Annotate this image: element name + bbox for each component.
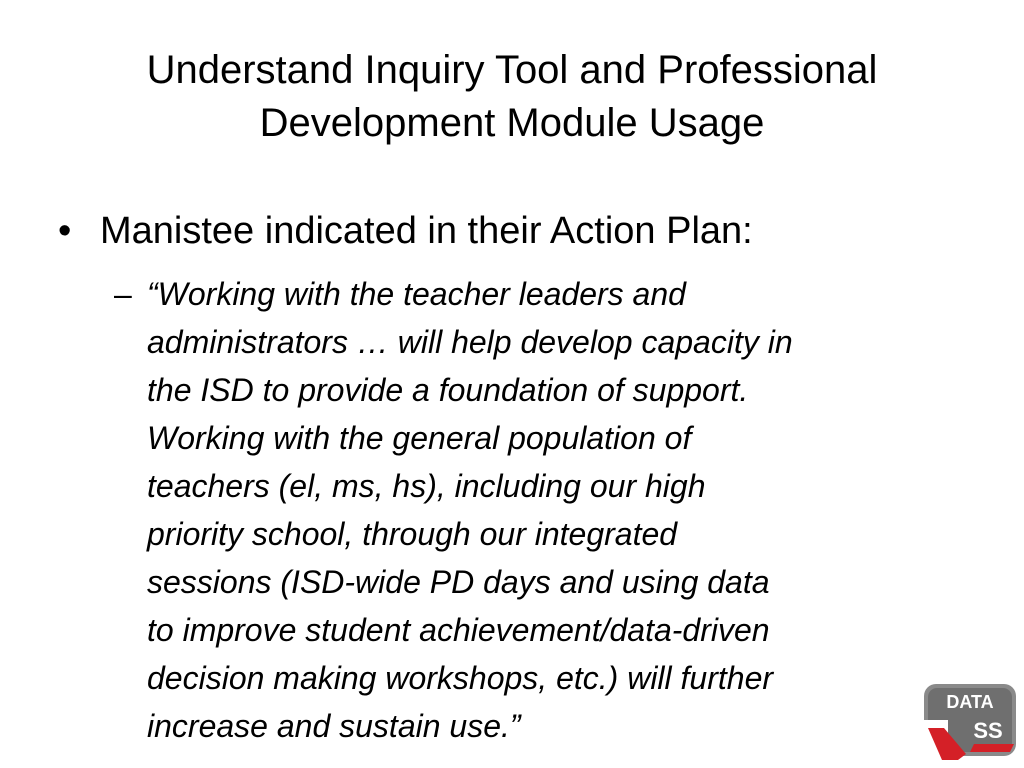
quote-line-5: teachers (el, ms, hs), including our high: [147, 468, 706, 504]
data-ss-logo: [918, 680, 1018, 762]
logo-text-ss: SS: [973, 718, 1003, 743]
quote-text: [147, 270, 793, 750]
bullet-text: Manistee indicated in their Action Plan:: [100, 210, 753, 252]
bullet-item: [58, 208, 753, 254]
quote-line-4: Working with the general population of: [147, 420, 692, 456]
slide-title: [40, 44, 984, 150]
quote-line-2: administrators … will help develop capacity in: [147, 324, 793, 360]
slide-title-line-2: Development Module Usage: [259, 101, 765, 145]
quote-line-3: the ISD to provide a foundation of support.: [147, 372, 749, 408]
sub-bullet-dash: –: [114, 276, 132, 312]
quote-line-6: priority school, through our integrated: [147, 516, 678, 552]
logo-text-data: DATA: [946, 692, 994, 712]
quote-line-9: decision making workshops, etc.) will further: [147, 660, 774, 696]
quote-line-8: to improve student achievement/data-driven: [147, 612, 770, 648]
quote-line-1: “Working with the teacher leaders and: [147, 276, 686, 312]
quote-line-10: increase and sustain use.”: [147, 708, 521, 744]
quote-line-7: sessions (ISD-wide PD days and using data: [147, 564, 770, 600]
bullet-dot-icon: •: [58, 210, 72, 252]
slide-title-line-1: Understand Inquiry Tool and Professional: [146, 48, 878, 92]
